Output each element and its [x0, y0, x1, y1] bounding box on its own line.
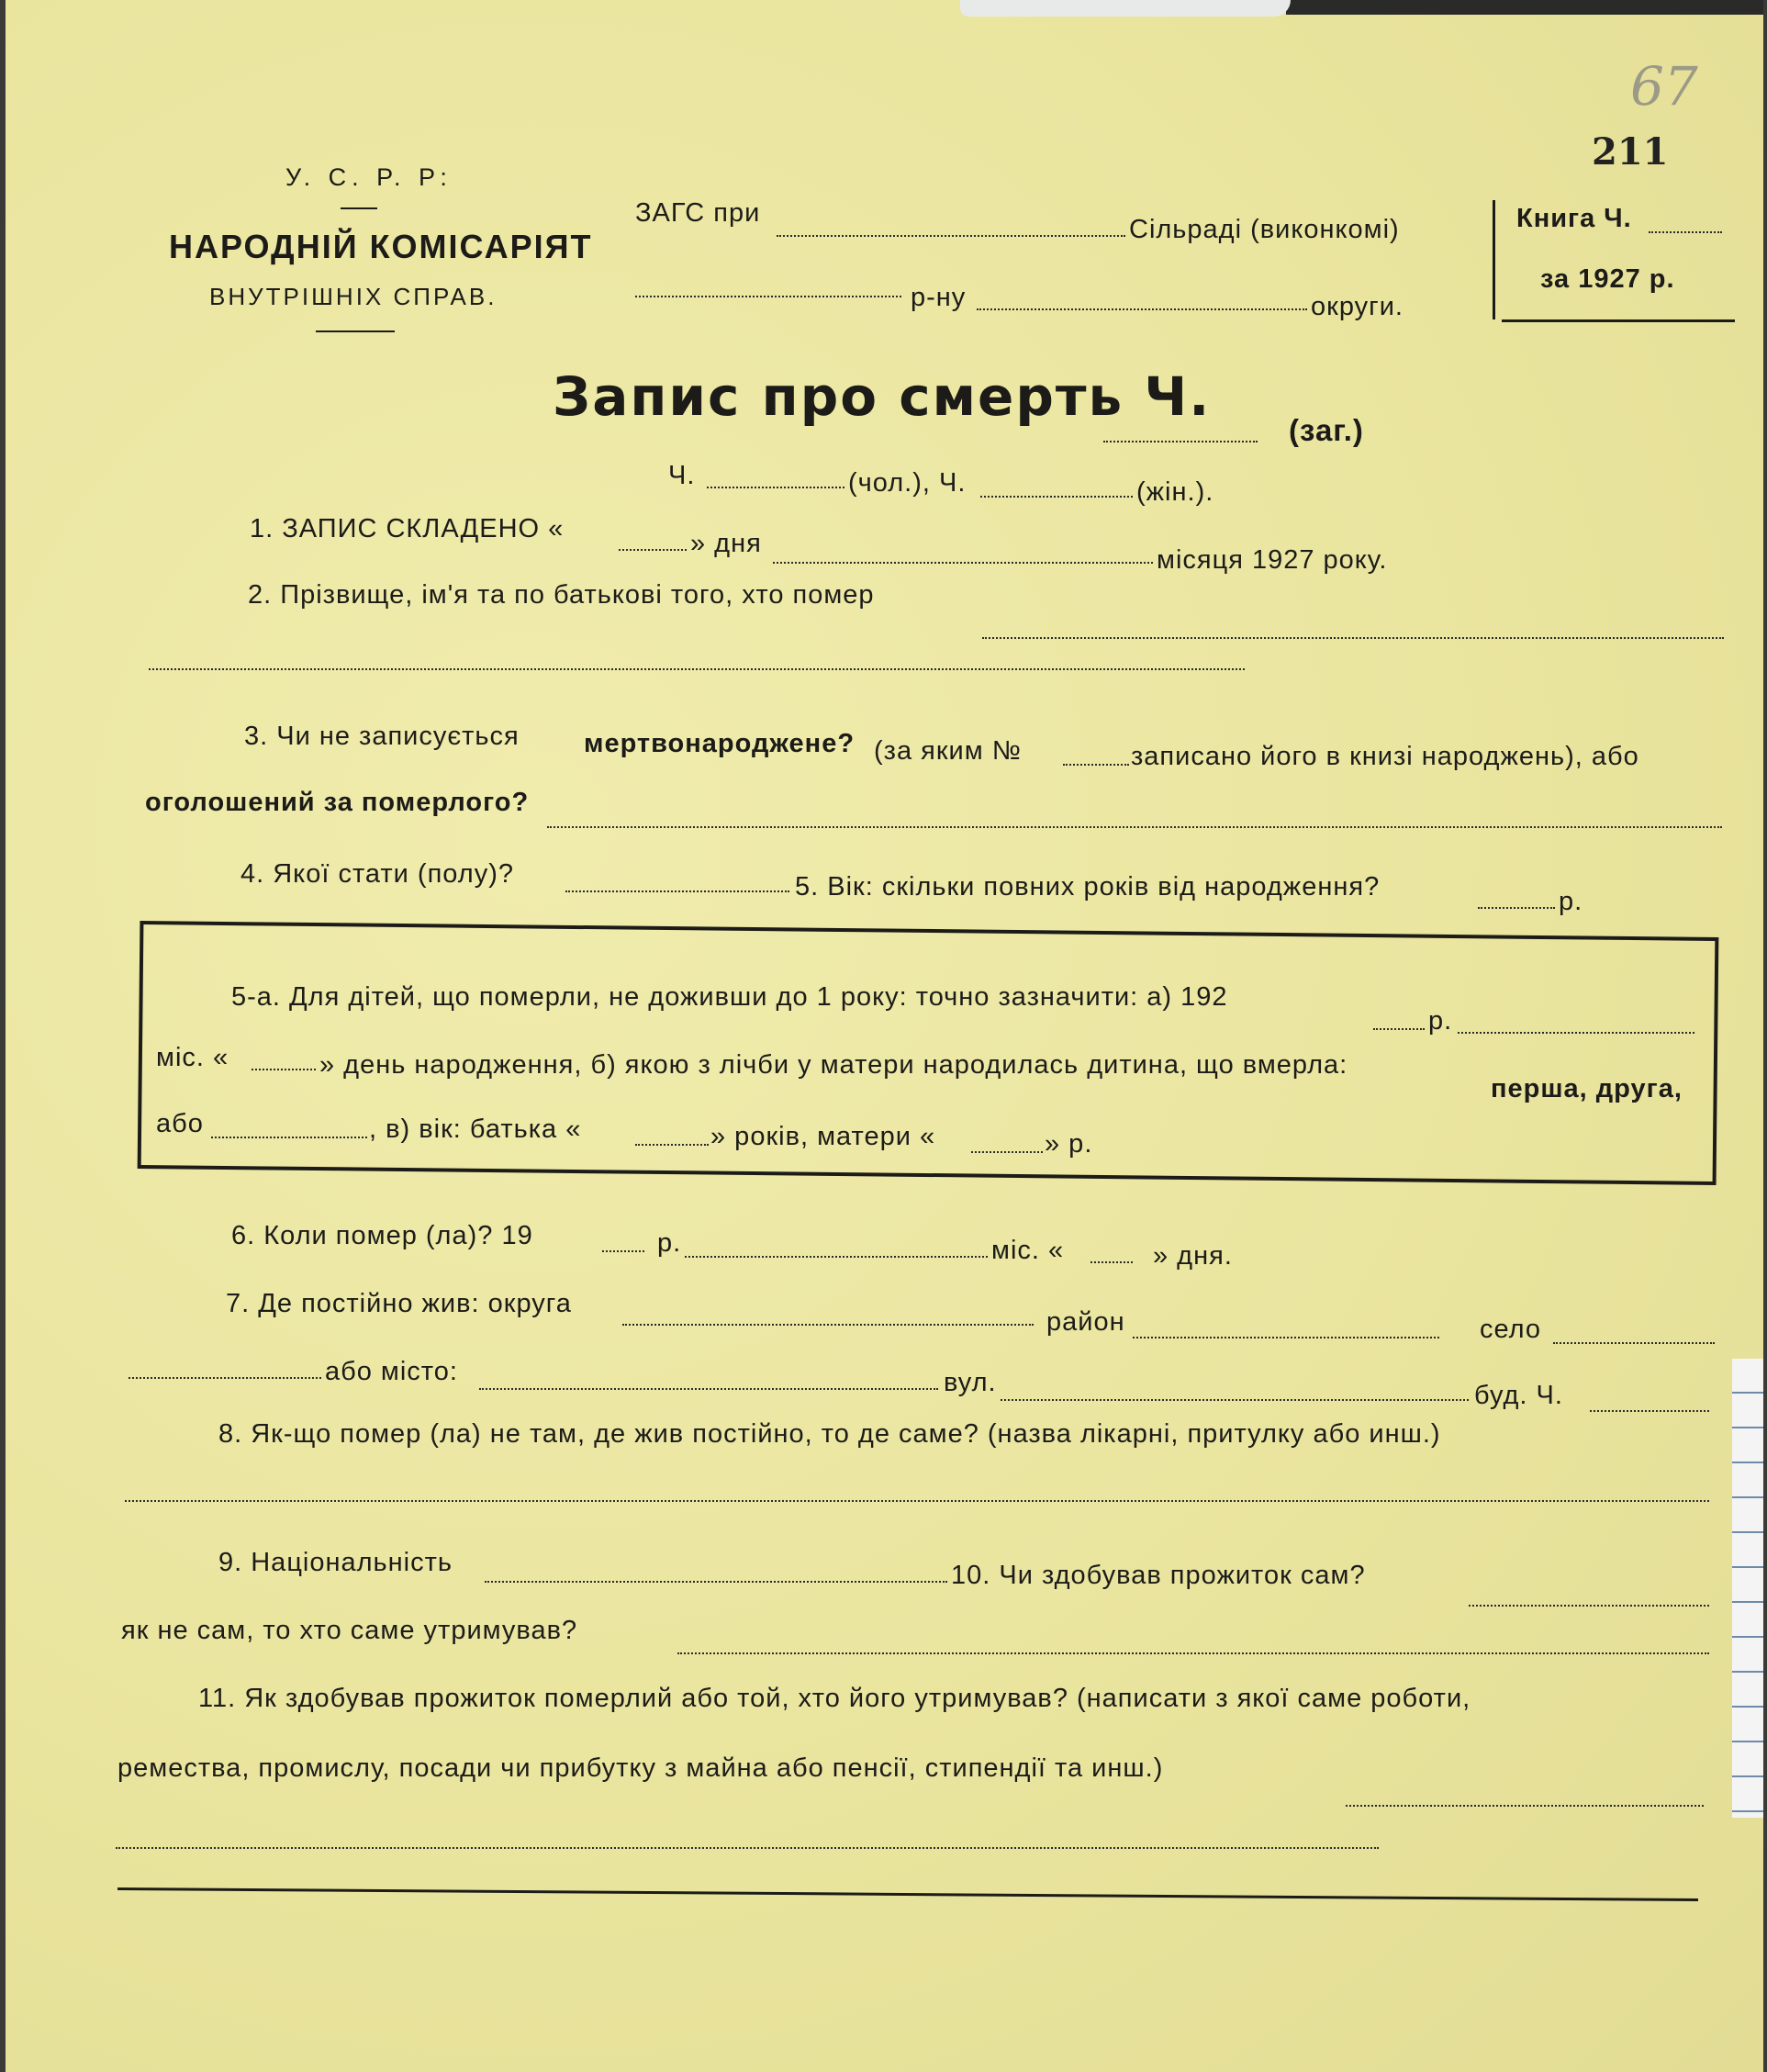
q5a-line3-b: , в) вік: батька «: [369, 1114, 582, 1144]
q6-year-field[interactable]: [602, 1250, 644, 1252]
q1-label-b: » дня: [690, 529, 762, 558]
okrug-label: округи.: [1311, 292, 1404, 321]
q3-stillborn: мертвонароджене?: [584, 729, 856, 758]
q10-label: 10. Чи здобував прожиток сам?: [951, 1561, 1366, 1590]
bottom-rule: [117, 1887, 1698, 1901]
q7-okrug-field[interactable]: [622, 1324, 1034, 1326]
q6-label-b: р.: [657, 1228, 682, 1258]
q3-declared-dead: оголошений за померлого?: [145, 788, 530, 817]
q7-city-label: або місто:: [325, 1357, 458, 1386]
q11-label-b: ремества, промислу, посади чи прибутку з майна або пенсії, стипендії та инш.): [117, 1753, 1164, 1783]
chol-label: (чол.), Ч.: [848, 468, 967, 498]
q10-supporter-label: як не сам, то хто саме утримував?: [121, 1616, 578, 1645]
q11-field-cont[interactable]: [116, 1847, 1379, 1849]
q8-place-field[interactable]: [125, 1500, 1709, 1502]
background-notebook: [1732, 1359, 1763, 1818]
q5a-mother-age-field[interactable]: [971, 1151, 1043, 1153]
q5a-line2-b: » день народження, б) якою з лічби у матери народилась дитина, що вмерла:: [319, 1050, 1348, 1080]
q5-age-field[interactable]: [1478, 907, 1555, 909]
ch-label: Ч.: [668, 461, 696, 490]
q2-name-field[interactable]: [982, 637, 1724, 639]
district-field[interactable]: [635, 296, 901, 297]
male-number-field[interactable]: [707, 487, 844, 488]
book-year: за 1927 р.: [1540, 264, 1675, 294]
divider: [316, 330, 395, 332]
commissariat-label: НАРОДНІЙ КОМІСАРІЯТ: [169, 228, 593, 265]
zags-prefix: ЗАГС при: [635, 198, 761, 228]
q11-label-a: 11. Як здобував прожиток померлий або той, хто його утримував? (написати з якої саме роботи,: [198, 1684, 1471, 1713]
q7-raion-field[interactable]: [1133, 1337, 1439, 1338]
q5a-day-field[interactable]: [252, 1069, 316, 1070]
q3-label-a: 3. Чи не записується: [244, 722, 520, 751]
q5-label: 5. Вік: скільки повних років від народження?: [795, 872, 1381, 902]
q1-day-field[interactable]: [619, 549, 687, 551]
q1-label-c: місяця 1927 року.: [1157, 545, 1388, 575]
q6-day-field[interactable]: [1090, 1261, 1133, 1263]
q7-street-label: вул.: [944, 1368, 997, 1397]
q5a-r-label: р.: [1428, 1006, 1453, 1036]
q11-field[interactable]: [1346, 1805, 1704, 1807]
q1-label-a: 1. ЗАПИС СКЛАДЕНО «: [250, 514, 565, 543]
q7-street-field[interactable]: [1001, 1399, 1469, 1401]
scan-edge: [1286, 0, 1763, 15]
q5a-first-second: перша, друга,: [1491, 1074, 1683, 1103]
q4-label: 4. Якої стати (полу)?: [240, 859, 514, 889]
q5a-line3-c: » років, матери «: [710, 1122, 936, 1151]
q6-label-d: » дня.: [1153, 1241, 1233, 1271]
internal-affairs-label: ВНУТРІШНІХ СПРАВ.: [209, 283, 498, 310]
q4-sex-field[interactable]: [565, 890, 789, 892]
q5-r-label: р.: [1559, 887, 1583, 916]
q10-field[interactable]: [1469, 1605, 1709, 1607]
zag-label: (заг.): [1289, 413, 1364, 447]
q7-building-field[interactable]: [1590, 1410, 1709, 1412]
q3-number-field[interactable]: [1063, 764, 1129, 766]
q5a-line3-a: або: [156, 1109, 204, 1138]
q2-name-field-cont[interactable]: [149, 668, 1245, 670]
q5a-order-field[interactable]: [211, 1137, 367, 1138]
zags-field[interactable]: [777, 235, 1125, 237]
q3-field[interactable]: [547, 826, 1722, 828]
form-title: Запис про смерть Ч.: [553, 365, 1212, 428]
book-number-field[interactable]: [1649, 231, 1722, 233]
q9-nationality-field[interactable]: [485, 1581, 947, 1583]
form-page: [6, 0, 1763, 2072]
q7-village-label: село: [1480, 1315, 1542, 1344]
q6-label-a: 6. Коли помер (ла)? 19: [231, 1221, 533, 1250]
ussr-label: У. С. Р. Р:: [285, 163, 453, 191]
book-box-underline: [1502, 319, 1735, 322]
q5a-line3-d: » р.: [1045, 1129, 1093, 1159]
q5a-line2-a: міс. «: [156, 1043, 229, 1072]
q10-supporter-field[interactable]: [677, 1652, 1709, 1654]
q5a-father-age-field[interactable]: [635, 1144, 709, 1146]
q5a-line1: 5-а. Для дітей, що померли, не доживши до 1 року: точно зазначити: а) 192: [231, 982, 1228, 1012]
record-number-field[interactable]: [1103, 441, 1258, 442]
q6-month-field[interactable]: [685, 1256, 988, 1258]
q1-month-field[interactable]: [773, 562, 1153, 564]
handwritten-number: 211: [1592, 130, 1669, 174]
q8-label: 8. Як-що помер (ла) не там, де жив постійно, то де саме? (назва лікарні, притулку або инш.): [218, 1419, 1441, 1449]
q7-okrug-label: 7. Де постійно жив: округа: [226, 1289, 572, 1318]
book-box-border: [1493, 200, 1495, 319]
q7-city-field[interactable]: [479, 1388, 938, 1390]
divider: [341, 207, 377, 209]
q3-label-d: записано його в книзі народжень), або: [1131, 742, 1639, 771]
female-number-field[interactable]: [980, 496, 1133, 498]
pencil-number: 67: [1630, 55, 1698, 118]
zhin-label: (жін.).: [1136, 477, 1214, 507]
q7-raion-label: район: [1046, 1307, 1125, 1337]
q2-label: 2. Прізвище, ім'я та по батькові того, хто помер: [248, 580, 875, 610]
q9-label: 9. Національність: [218, 1548, 453, 1577]
q3-label-c: (за яким №: [874, 736, 1022, 766]
q7-building-label: буд. Ч.: [1474, 1381, 1563, 1410]
zags-suffix: Сільраді (виконкомі): [1129, 215, 1400, 244]
okrug-field[interactable]: [977, 308, 1307, 310]
q6-label-c: міс. «: [991, 1236, 1065, 1265]
q7-village-field[interactable]: [1553, 1342, 1715, 1344]
q5a-year-field[interactable]: [1373, 1028, 1425, 1030]
q7-village-field-cont[interactable]: [129, 1377, 321, 1379]
book-label: Книга Ч.: [1516, 204, 1632, 233]
q5a-month-field[interactable]: [1458, 1032, 1694, 1034]
torn-corner: [960, 0, 1291, 17]
raion-label: р-ну: [911, 283, 967, 312]
